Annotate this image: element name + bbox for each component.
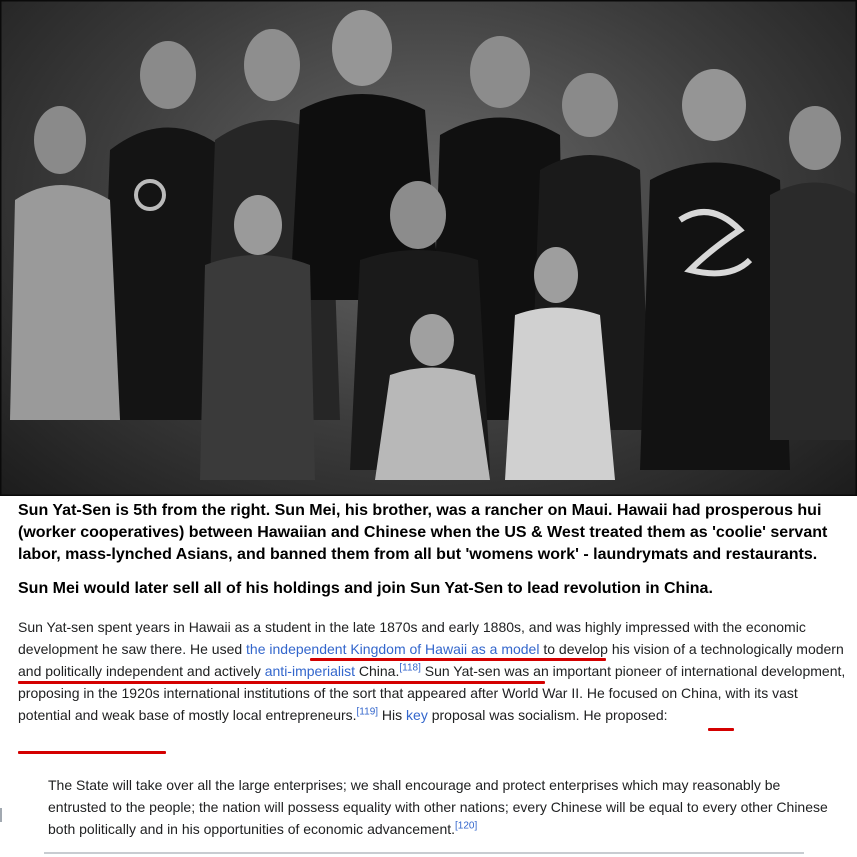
photo-caption-followup: Sun Mei would later sell all of his holdings and join Sun Yat-Sen to lead revolution in China. [18, 580, 713, 597]
underlined-phrase: proposal was socialism [431, 707, 576, 723]
citation-119[interactable]: [119] [356, 706, 379, 718]
text-segment: . He proposed: [575, 707, 668, 723]
text-segment: Sun Yat-sen spent years in Hawaii as a student in the late 1870s and early 1880s, and was highly impressed with the economic development he saw there. He used [18, 619, 806, 657]
blockquote [48, 774, 838, 840]
red-underline-3 [708, 728, 734, 731]
text-segment: to develop his vision of a [539, 641, 701, 657]
quote-text: The State will take over all the large enterprises; we shall encourage and protect enterprises which may reasonably be entrusted to the people; the nation will possess equality with other nations; every Chinese will be equal to every other Chinese both politically and in his opportunities of economic advancement. [48, 777, 828, 837]
bottom-divider [44, 852, 804, 854]
link-kingdom-of-hawaii[interactable]: the independent Kingdom of Hawaii as a model [246, 641, 540, 657]
link-anti-imperialist[interactable]: anti-imperialist [264, 663, 355, 679]
red-underline-1 [310, 658, 606, 661]
underlined-phrase-end: China. [354, 663, 400, 679]
citation-120[interactable]: [120] [455, 820, 478, 832]
red-underline-2 [18, 681, 545, 684]
underlined-phrase [246, 641, 539, 657]
article-paragraph [18, 616, 848, 726]
text-segment: His [378, 707, 407, 723]
text-segment: Sun Yat-sen was an important pioneer of international development, proposing in the 1920s international institutions of the sort that appeared after World War II. He focused on China, with its vast potential and weak base of mostly local entrepreneurs. [18, 663, 846, 723]
link-key[interactable]: key [406, 707, 428, 723]
edge-marker [0, 808, 5, 822]
photo-caption: Sun Yat-Sen is 5th from the right. Sun Mei, his brother, was a rancher on Maui. Hawaii had prosperous hui (worker cooperatives) between Hawaiian and Chinese when the US & West treated them as 'coolie' servant labor, mass-lynched Asians, and banned them from all but 'womens work' - laundrymats and restaurants. [18, 502, 828, 563]
underlined-phrase: technologically modern and politically independent and actively [18, 641, 844, 679]
citation-118[interactable]: [118] [399, 662, 421, 674]
red-underline-4 [18, 751, 166, 754]
